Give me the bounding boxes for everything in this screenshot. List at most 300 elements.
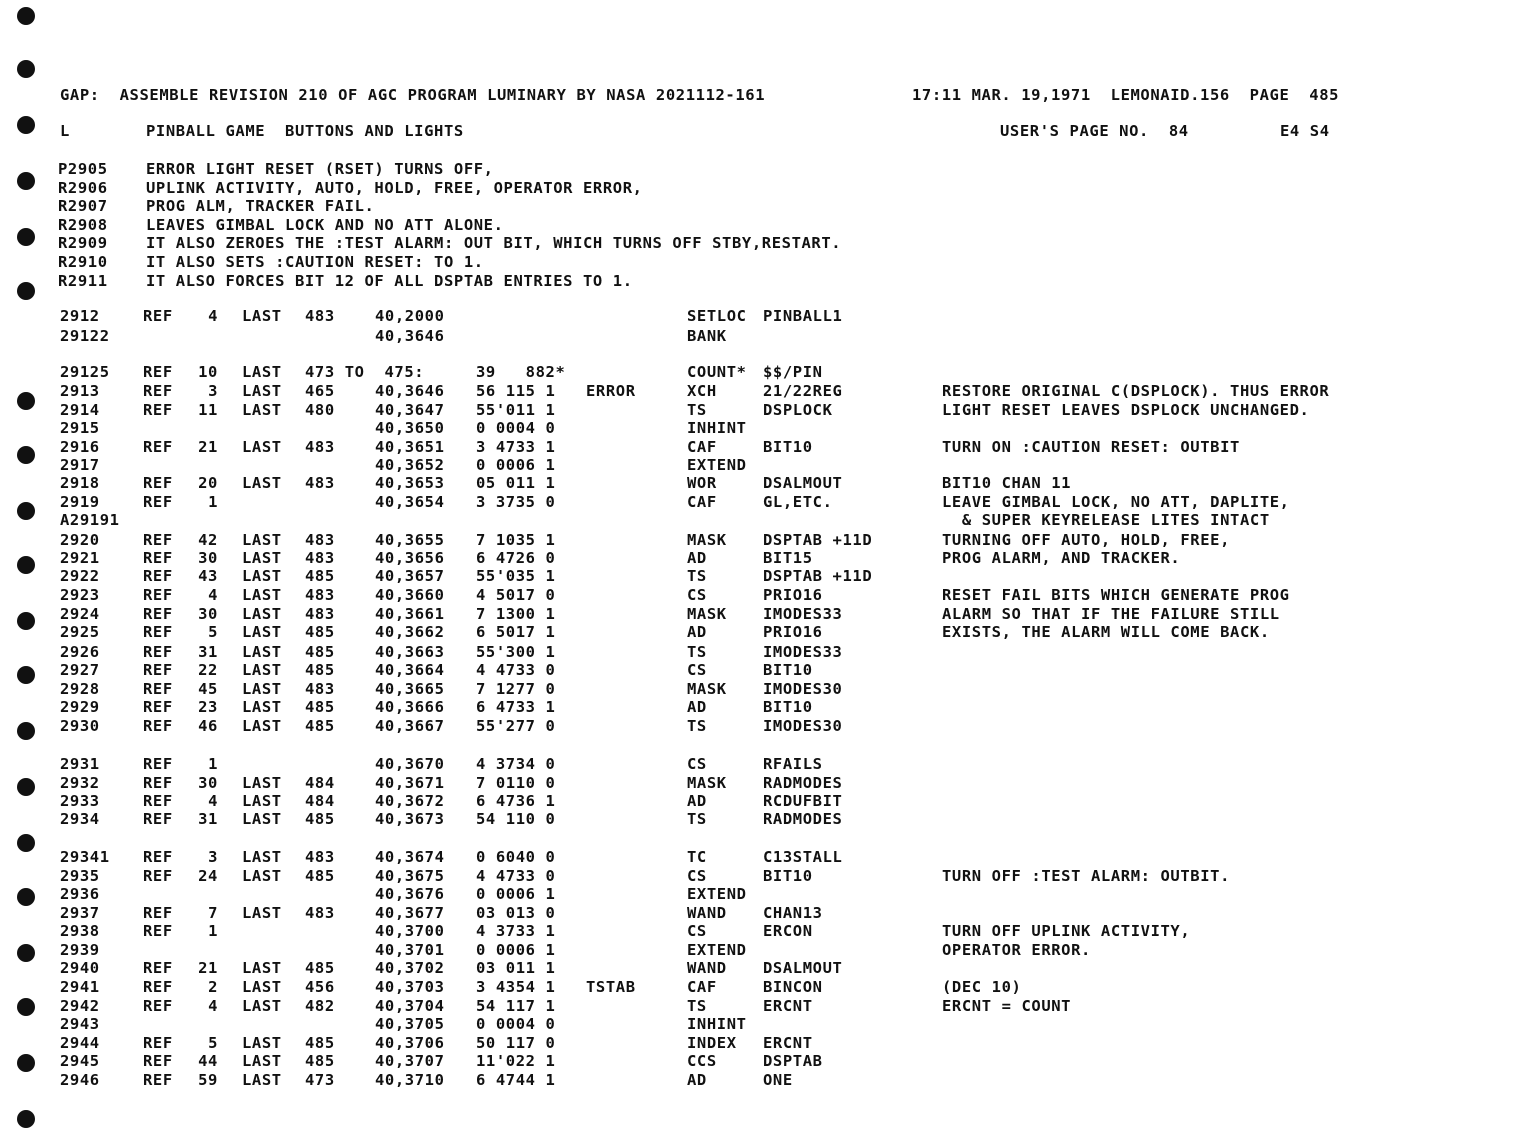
ref-count: 59 <box>198 1071 218 1089</box>
punch-hole <box>17 778 35 796</box>
last-label: LAST <box>242 363 282 381</box>
address: 40,3701 <box>375 941 445 959</box>
opcode: MASK <box>687 774 727 792</box>
opcode: CS <box>687 867 707 885</box>
opcode: CS <box>687 922 707 940</box>
last-label: LAST <box>242 680 282 698</box>
punch-hole <box>17 1110 35 1128</box>
opcode: BANK <box>687 327 727 345</box>
last-page: 483 <box>305 605 335 623</box>
comment: (DEC 10) <box>942 978 1022 996</box>
operand: ERCNT <box>763 997 813 1015</box>
opcode: WAND <box>687 904 727 922</box>
address: 40,3662 <box>375 623 445 641</box>
address: 40,3673 <box>375 810 445 828</box>
ref-count: 44 <box>198 1052 218 1070</box>
comment: RESTORE ORIGINAL C(DSPLOCK). THUS ERROR <box>942 382 1330 400</box>
ref-count: 42 <box>198 531 218 549</box>
operand: ERCNT <box>763 1034 813 1052</box>
punch-hole <box>17 7 35 25</box>
punch-hole <box>17 612 35 630</box>
ref-count: 45 <box>198 680 218 698</box>
last-page: 482 <box>305 997 335 1015</box>
octal-code: 05 011 1 <box>476 474 556 492</box>
octal-code: 4 3733 1 <box>476 922 556 940</box>
operand: CHAN13 <box>763 904 823 922</box>
operand: DSALMOUT <box>763 474 843 492</box>
ref-label: REF <box>143 867 173 885</box>
symbol-label: ERROR <box>586 382 636 400</box>
remark-text: IT ALSO FORCES BIT 12 OF ALL DSPTAB ENTRIES TO 1. <box>146 271 633 290</box>
octal-code: 54 110 0 <box>476 810 556 828</box>
opcode: TS <box>687 643 707 661</box>
ref-label: REF <box>143 717 173 735</box>
last-label: LAST <box>242 810 282 828</box>
last-label: LAST <box>242 586 282 604</box>
seq-number: 2939 <box>60 941 100 959</box>
remark-text: LEAVES GIMBAL LOCK AND NO ATT ALONE. <box>146 215 504 234</box>
ref-label: REF <box>143 1034 173 1052</box>
octal-code: 0 0006 1 <box>476 941 556 959</box>
ref-label: REF <box>143 1052 173 1070</box>
last-label: LAST <box>242 848 282 866</box>
last-label: LAST <box>242 1034 282 1052</box>
last-page: 473 <box>305 1071 335 1089</box>
ref-label: REF <box>143 382 173 400</box>
opcode: TC <box>687 848 707 866</box>
octal-code: 7 1277 0 <box>476 680 556 698</box>
ref-label: REF <box>143 774 173 792</box>
ref-count: 21 <box>198 438 218 456</box>
ref-label: REF <box>143 643 173 661</box>
remark-text: ERROR LIGHT RESET (RSET) TURNS OFF, <box>146 160 494 178</box>
address: 40,3700 <box>375 922 445 940</box>
ref-label: REF <box>143 586 173 604</box>
address: 40,3650 <box>375 419 445 437</box>
comment: PROG ALARM, AND TRACKER. <box>942 549 1181 567</box>
opcode: MASK <box>687 531 727 549</box>
last-label: LAST <box>242 997 282 1015</box>
last-label: LAST <box>242 438 282 456</box>
octal-code: 4 3734 0 <box>476 755 556 773</box>
address: 40,3647 <box>375 401 445 419</box>
remark-text: UPLINK ACTIVITY, AUTO, HOLD, FREE, OPERATOR ERROR, <box>146 178 643 197</box>
ref-label: REF <box>143 493 173 511</box>
address: 40,3665 <box>375 680 445 698</box>
seq-number: 2942 <box>60 997 100 1015</box>
comment: LEAVE GIMBAL LOCK, NO ATT, DAPLITE, <box>942 493 1290 511</box>
last-page: 483 <box>305 307 335 325</box>
last-page: 484 <box>305 792 335 810</box>
ref-count: 4 <box>208 586 218 604</box>
last-label: LAST <box>242 774 282 792</box>
operand: GL,ETC. <box>763 493 833 511</box>
octal-code: 7 0110 0 <box>476 774 556 792</box>
page-code: E4 S4 <box>1280 122 1330 140</box>
ref-label: REF <box>143 904 173 922</box>
address: 40,3677 <box>375 904 445 922</box>
opcode: INHINT <box>687 419 747 437</box>
last-label: LAST <box>242 643 282 661</box>
address: 40,2000 <box>375 307 445 325</box>
seq-number: 2940 <box>60 959 100 977</box>
last-page: 483 <box>305 904 335 922</box>
section-title: PINBALL GAME BUTTONS AND LIGHTS <box>146 122 464 140</box>
seq-number: 2919 <box>60 493 100 511</box>
seq-number: 2923 <box>60 586 100 604</box>
octal-code: 4 4733 0 <box>476 867 556 885</box>
comment: ALARM SO THAT IF THE FAILURE STILL <box>942 605 1280 623</box>
seq-number: 2921 <box>60 549 100 567</box>
address: 40,3676 <box>375 885 445 903</box>
opcode: CS <box>687 661 707 679</box>
seq-number: 2918 <box>60 474 100 492</box>
seq-number: 29341 <box>60 848 110 866</box>
remark-text: IT ALSO ZEROES THE :TEST ALARM: OUT BIT, WHICH TURNS OFF STBY,RESTART. <box>146 234 842 253</box>
ref-label: REF <box>143 401 173 419</box>
ref-count: 43 <box>198 567 218 585</box>
operand: BINCON <box>763 978 823 996</box>
address: 40,3674 <box>375 848 445 866</box>
ref-label: REF <box>143 680 173 698</box>
address: 40,3653 <box>375 474 445 492</box>
remark-seq: R2908 <box>58 215 108 234</box>
operand: ERCON <box>763 922 813 940</box>
address: 40,3646 <box>375 327 445 345</box>
seq-number: 29122 <box>60 327 110 345</box>
punch-hole <box>17 556 35 574</box>
last-page: 485 <box>305 567 335 585</box>
last-page: 483 <box>305 680 335 698</box>
octal-code: 55'035 1 <box>476 567 556 585</box>
ref-label: REF <box>143 698 173 716</box>
opcode: MASK <box>687 680 727 698</box>
ref-count: 31 <box>198 643 218 661</box>
remark-seq: P2905 <box>58 160 108 178</box>
ref-label: REF <box>143 307 173 325</box>
comment: ERCNT = COUNT <box>942 997 1072 1015</box>
last-label: LAST <box>242 567 282 585</box>
ref-count: 30 <box>198 605 218 623</box>
ref-label: REF <box>143 755 173 773</box>
remark-seq: R2907 <box>58 197 108 216</box>
seq-number: 2914 <box>60 401 100 419</box>
last-page: 483 <box>305 549 335 567</box>
ref-label: REF <box>143 623 173 641</box>
ref-count: 11 <box>198 401 218 419</box>
opcode: INDEX <box>687 1034 737 1052</box>
ref-count: 20 <box>198 474 218 492</box>
last-page: 485 <box>305 1034 335 1052</box>
listing-mark: L <box>60 122 70 140</box>
last-page: 483 <box>305 474 335 492</box>
punch-hole <box>17 116 35 134</box>
ref-count: 3 <box>208 848 218 866</box>
last-page: 484 <box>305 774 335 792</box>
octal-code: 3 4733 1 <box>476 438 556 456</box>
operand: 21/22REG <box>763 382 843 400</box>
ref-count: 23 <box>198 698 218 716</box>
remark-text: PROG ALM, TRACKER FAIL. <box>146 197 375 216</box>
last-page: 456 <box>305 978 335 996</box>
punch-hole <box>17 666 35 684</box>
octal-code: 03 013 0 <box>476 904 556 922</box>
ref-count: 10 <box>198 363 218 381</box>
address: 40,3651 <box>375 438 445 456</box>
last-label: LAST <box>242 1071 282 1089</box>
ref-label: REF <box>143 567 173 585</box>
ref-count: 30 <box>198 549 218 567</box>
last-page: 485 <box>305 623 335 641</box>
operand: RADMODES <box>763 810 843 828</box>
address: 40,3704 <box>375 997 445 1015</box>
ref-label: REF <box>143 1071 173 1089</box>
punch-hole <box>17 1054 35 1072</box>
page-header-date: 17:11 MAR. 19,1971 LEMONAID.156 PAGE 485 <box>912 86 1340 104</box>
opcode: TS <box>687 810 707 828</box>
ref-label: REF <box>143 438 173 456</box>
last-page: 465 <box>305 382 335 400</box>
operand: RADMODES <box>763 774 843 792</box>
octal-code: 55'011 1 <box>476 401 556 419</box>
seq-number: 2929 <box>60 698 100 716</box>
octal-code: 6 5017 1 <box>476 623 556 641</box>
opcode: AD <box>687 698 707 716</box>
comment: TURNING OFF AUTO, HOLD, FREE, <box>942 531 1231 549</box>
address: 40,3706 <box>375 1034 445 1052</box>
seq-number: 2917 <box>60 456 100 474</box>
seq-number: 2936 <box>60 885 100 903</box>
operand: BIT15 <box>763 549 813 567</box>
opcode: TS <box>687 567 707 585</box>
remark-seq: R2906 <box>58 178 108 197</box>
opcode: COUNT* <box>687 363 747 381</box>
address: 40,3705 <box>375 1015 445 1033</box>
punch-hole <box>17 998 35 1016</box>
ref-label: REF <box>143 474 173 492</box>
seq-number: 2945 <box>60 1052 100 1070</box>
seq-number: 2930 <box>60 717 100 735</box>
operand: DSPTAB <box>763 1052 823 1070</box>
ref-count: 3 <box>208 382 218 400</box>
operand: IMODES33 <box>763 643 843 661</box>
opcode: WOR <box>687 474 717 492</box>
comment: LIGHT RESET LEAVES DSPLOCK UNCHANGED. <box>942 401 1310 419</box>
opcode: AD <box>687 623 707 641</box>
address: 40,3672 <box>375 792 445 810</box>
ref-count: 30 <box>198 774 218 792</box>
last-label: LAST <box>242 401 282 419</box>
ref-count: 7 <box>208 904 218 922</box>
address: 40,3664 <box>375 661 445 679</box>
seq-number: A29191 <box>60 511 120 529</box>
margin-document-id <box>0 231 60 279</box>
last-page: 485 <box>305 959 335 977</box>
comment: EXISTS, THE ALARM WILL COME BACK. <box>942 623 1270 641</box>
opcode: CAF <box>687 978 717 996</box>
comment: & SUPER KEYRELEASE LITES INTACT <box>942 511 1270 529</box>
seq-number: 2925 <box>60 623 100 641</box>
seq-number: 2916 <box>60 438 100 456</box>
opcode: EXTEND <box>687 885 747 903</box>
operand: ONE <box>763 1071 793 1089</box>
ref-count: 24 <box>198 867 218 885</box>
octal-code: 0 0006 1 <box>476 885 556 903</box>
seq-number: 2920 <box>60 531 100 549</box>
octal-code: 6 4736 1 <box>476 792 556 810</box>
operand: IMODES30 <box>763 717 843 735</box>
seq-number: 2933 <box>60 792 100 810</box>
last-page: 483 <box>305 586 335 604</box>
ref-count: 46 <box>198 717 218 735</box>
last-page: 485 <box>305 661 335 679</box>
operand: IMODES33 <box>763 605 843 623</box>
comment: TURN ON :CAUTION RESET: OUTBIT <box>942 438 1240 456</box>
octal-code: 54 117 1 <box>476 997 556 1015</box>
opcode: CS <box>687 755 707 773</box>
operand: PRIO16 <box>763 586 823 604</box>
opcode: EXTEND <box>687 941 747 959</box>
ref-label: REF <box>143 810 173 828</box>
opcode: AD <box>687 549 707 567</box>
address: 40,3654 <box>375 493 445 511</box>
octal-code: 55'277 0 <box>476 717 556 735</box>
octal-code: 56 115 1 <box>476 382 556 400</box>
seq-number: 2912 <box>60 307 100 325</box>
seq-number: 2943 <box>60 1015 100 1033</box>
opcode: TS <box>687 997 707 1015</box>
octal-code: 6 4744 1 <box>476 1071 556 1089</box>
seq-number: 2913 <box>60 382 100 400</box>
operand: RFAILS <box>763 755 823 773</box>
remark-seq: R2909 <box>58 234 108 253</box>
operand: DSPTAB +11D <box>763 567 873 585</box>
last-page: 485 <box>305 643 335 661</box>
last-label: LAST <box>242 474 282 492</box>
address: 40,3657 <box>375 567 445 585</box>
last-page: 485 <box>305 698 335 716</box>
opcode: TS <box>687 401 707 419</box>
operand: BIT10 <box>763 438 813 456</box>
octal-code: 3 3735 0 <box>476 493 556 511</box>
address: 40,3675 <box>375 867 445 885</box>
operand: BIT10 <box>763 661 813 679</box>
operand: BIT10 <box>763 867 813 885</box>
octal-code: 6 4733 1 <box>476 698 556 716</box>
octal-code: 7 1300 1 <box>476 605 556 623</box>
ref-count: 4 <box>208 307 218 325</box>
ref-count: 5 <box>208 1034 218 1052</box>
opcode: XCH <box>687 382 717 400</box>
address: 40,3702 <box>375 959 445 977</box>
last-page: 480 <box>305 401 335 419</box>
seq-number: 2931 <box>60 755 100 773</box>
address: 40,3703 <box>375 978 445 996</box>
octal-code: 7 1035 1 <box>476 531 556 549</box>
ref-label: REF <box>143 661 173 679</box>
address: 40,3661 <box>375 605 445 623</box>
page-header-title: GAP: ASSEMBLE REVISION 210 OF AGC PROGRAM LUMINARY BY NASA 2021112-161 <box>60 86 766 104</box>
address: 40,3667 <box>375 717 445 735</box>
punch-hole <box>17 834 35 852</box>
last-page: 485 <box>305 810 335 828</box>
opcode: CAF <box>687 438 717 456</box>
punch-hole <box>17 446 35 464</box>
operand: C13STALL <box>763 848 843 866</box>
address: 40,3710 <box>375 1071 445 1089</box>
ref-count: 2 <box>208 978 218 996</box>
opcode: WAND <box>687 959 727 977</box>
last-page: 473 TO 475: <box>305 363 425 381</box>
ref-count: 4 <box>208 997 218 1015</box>
ref-count: 1 <box>208 755 218 773</box>
comment: TURN OFF UPLINK ACTIVITY, <box>942 922 1191 940</box>
ref-label: REF <box>143 792 173 810</box>
operand: DSPTAB +11D <box>763 531 873 549</box>
seq-number: 2937 <box>60 904 100 922</box>
last-page: 485 <box>305 1052 335 1070</box>
ref-label: REF <box>143 605 173 623</box>
last-label: LAST <box>242 717 282 735</box>
octal-code: 0 0006 1 <box>476 456 556 474</box>
ref-label: REF <box>143 363 173 381</box>
last-label: LAST <box>242 904 282 922</box>
address: 40,3663 <box>375 643 445 661</box>
comment: TURN OFF :TEST ALARM: OUTBIT. <box>942 867 1231 885</box>
ref-count: 4 <box>208 792 218 810</box>
seq-number: 2941 <box>60 978 100 996</box>
opcode: INHINT <box>687 1015 747 1033</box>
address: 40,3660 <box>375 586 445 604</box>
opcode: MASK <box>687 605 727 623</box>
seq-number: 2944 <box>60 1034 100 1052</box>
octal-code: 03 011 1 <box>476 959 556 977</box>
punch-hole <box>17 60 35 78</box>
seq-number: 2928 <box>60 680 100 698</box>
operand: RCDUFBIT <box>763 792 843 810</box>
octal-code: 0 6040 0 <box>476 848 556 866</box>
address: 40,3671 <box>375 774 445 792</box>
last-label: LAST <box>242 661 282 679</box>
last-page: 485 <box>305 717 335 735</box>
ref-label: REF <box>143 978 173 996</box>
octal-code: 0 0004 0 <box>476 1015 556 1033</box>
last-page: 483 <box>305 848 335 866</box>
seq-number: 2935 <box>60 867 100 885</box>
ref-count: 22 <box>198 661 218 679</box>
ref-count: 1 <box>208 493 218 511</box>
octal-code: 39 882* <box>476 363 566 381</box>
symbol-label: TSTAB <box>586 978 636 996</box>
last-label: LAST <box>242 382 282 400</box>
opcode: SETLOC <box>687 307 747 325</box>
seq-number: 2924 <box>60 605 100 623</box>
comment: OPERATOR ERROR. <box>942 941 1091 959</box>
address: 40,3666 <box>375 698 445 716</box>
last-label: LAST <box>242 959 282 977</box>
seq-number: 2915 <box>60 419 100 437</box>
last-page: 485 <box>305 867 335 885</box>
operand: PINBALL1 <box>763 307 843 325</box>
seq-number: 2934 <box>60 810 100 828</box>
punch-hole <box>17 172 35 190</box>
operand: DSPLOCK <box>763 401 833 419</box>
octal-code: 4 5017 0 <box>476 586 556 604</box>
ref-count: 5 <box>208 623 218 641</box>
opcode: CS <box>687 586 707 604</box>
last-label: LAST <box>242 978 282 996</box>
octal-code: 55'300 1 <box>476 643 556 661</box>
